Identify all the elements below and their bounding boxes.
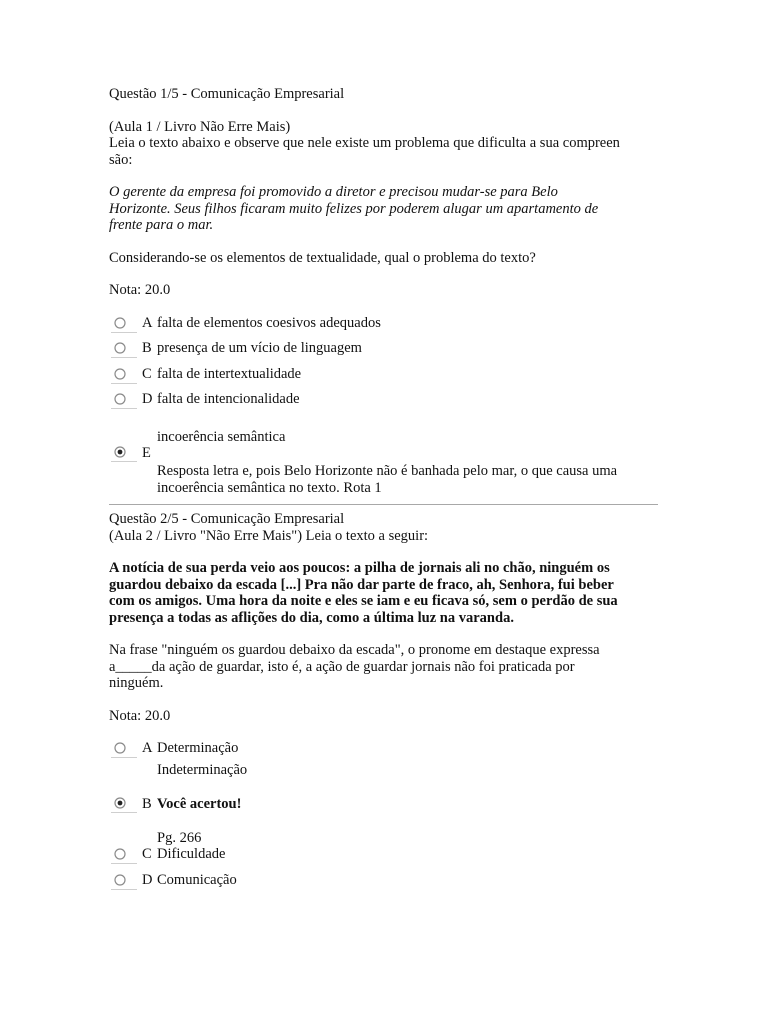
- option-text: falta de elementos coesivos adequados: [157, 314, 381, 331]
- radio-button[interactable]: [109, 741, 139, 759]
- answer-feedback: incoerência semântica no texto. Rota 1: [157, 479, 382, 496]
- question-source: (Aula 1 / Livro Não Erre Mais): [109, 118, 291, 135]
- score-label: Nota: 20.0: [109, 282, 171, 298]
- answer-feedback: Resposta letra e, pois Belo Horizonte não é banhada pelo mar, o que causa uma: [157, 463, 618, 479]
- option-letter: B: [142, 340, 152, 356]
- question-text: Na frase "ninguém os guardou debaixo da escada", o pronome em destaque expressa: [109, 642, 600, 658]
- answer-option-d[interactable]: [109, 389, 659, 415]
- answer-option-a[interactable]: [109, 738, 659, 758]
- question-text: Considerando-se os elementos de textualidade, qual o problema do texto?: [109, 249, 536, 266]
- question-source: (Aula 2 / Livro "Não Erre Mais") Leia o texto a seguir:: [109, 527, 429, 544]
- question-title: Questão 2/5 - Comunicação Empresarial: [109, 511, 345, 527]
- question-title: Questão 1/5 - Comunicação Empresarial: [109, 86, 345, 102]
- answer-option-e[interactable]: [109, 445, 659, 463]
- option-letter: B: [142, 795, 152, 812]
- option-text: Dificuldade: [157, 846, 226, 862]
- passage-line: O gerente da empresa foi promovido a diretor e precisou mudar-se para Belo: [109, 184, 558, 200]
- passage-line: frente para o mar.: [109, 217, 214, 233]
- option-text: presença de um vício de linguagem: [157, 340, 362, 356]
- radio-button-selected[interactable]: [109, 445, 139, 463]
- radio-button[interactable]: [109, 367, 139, 385]
- answer-option-c[interactable]: [109, 364, 659, 390]
- option-letter: E: [142, 445, 151, 461]
- answer-option-a[interactable]: [109, 313, 659, 339]
- radio-button[interactable]: [109, 341, 139, 359]
- option-text: falta de intencionalidade: [157, 391, 300, 407]
- option-text: Determinação: [157, 740, 239, 756]
- question-text: a_____da ação de guardar, isto é, a ação de guardar jornais não foi praticada por: [109, 658, 575, 675]
- question-divider: [109, 504, 658, 505]
- option-text: Comunicação: [157, 871, 237, 888]
- option-text: falta de intertextualidade: [157, 365, 302, 382]
- question-prompt: Leia o texto abaixo e observe que nele existe um problema que dificulta a sua compreen: [109, 135, 620, 151]
- question-prompt: são:: [109, 151, 133, 168]
- answer-option-c[interactable]: [109, 844, 659, 870]
- option-letter: C: [142, 365, 152, 382]
- question-text: ninguém.: [109, 675, 164, 691]
- option-letter: A: [142, 314, 153, 331]
- radio-button[interactable]: [109, 873, 139, 891]
- selected-option-text: incoerência semântica: [157, 428, 286, 445]
- answer-option-b[interactable]: [109, 338, 659, 364]
- option-letter: C: [142, 846, 152, 862]
- radio-button-selected[interactable]: [109, 796, 139, 814]
- option-letter: D: [142, 391, 153, 407]
- radio-button[interactable]: [109, 316, 139, 334]
- answer-option-d[interactable]: [109, 870, 659, 896]
- option-letter: A: [142, 740, 153, 756]
- radio-button[interactable]: [109, 847, 139, 865]
- option-letter: D: [142, 871, 153, 888]
- score-label: Nota: 20.0: [109, 707, 171, 724]
- passage-line: Horizonte. Seus filhos ficaram muito felizes por poderem alugar um apartamento de: [109, 200, 599, 217]
- page-reference: Pg. 266: [157, 829, 202, 846]
- answer-option-b[interactable]: [109, 796, 659, 816]
- passage-line: presença a todas as aflições do dia, como a última luz na varanda.: [109, 609, 514, 626]
- feedback-correct: Você acertou!: [157, 795, 242, 812]
- selected-option-text: Indeterminação: [157, 762, 248, 778]
- passage-line: com os amigos. Uma hora da noite e eles se iam e eu ficava só, sem o perdão de sua: [109, 593, 618, 609]
- passage-line: guardou debaixo da escada [...] Pra não dar parte de fraco, ah, Senhora, fui beber: [109, 576, 614, 593]
- radio-button[interactable]: [109, 392, 139, 410]
- passage-line: A notícia de sua perda veio aos poucos: a pilha de jornais ali no chão, ninguém os: [109, 560, 610, 576]
- quiz-page: [109, 86, 659, 895]
